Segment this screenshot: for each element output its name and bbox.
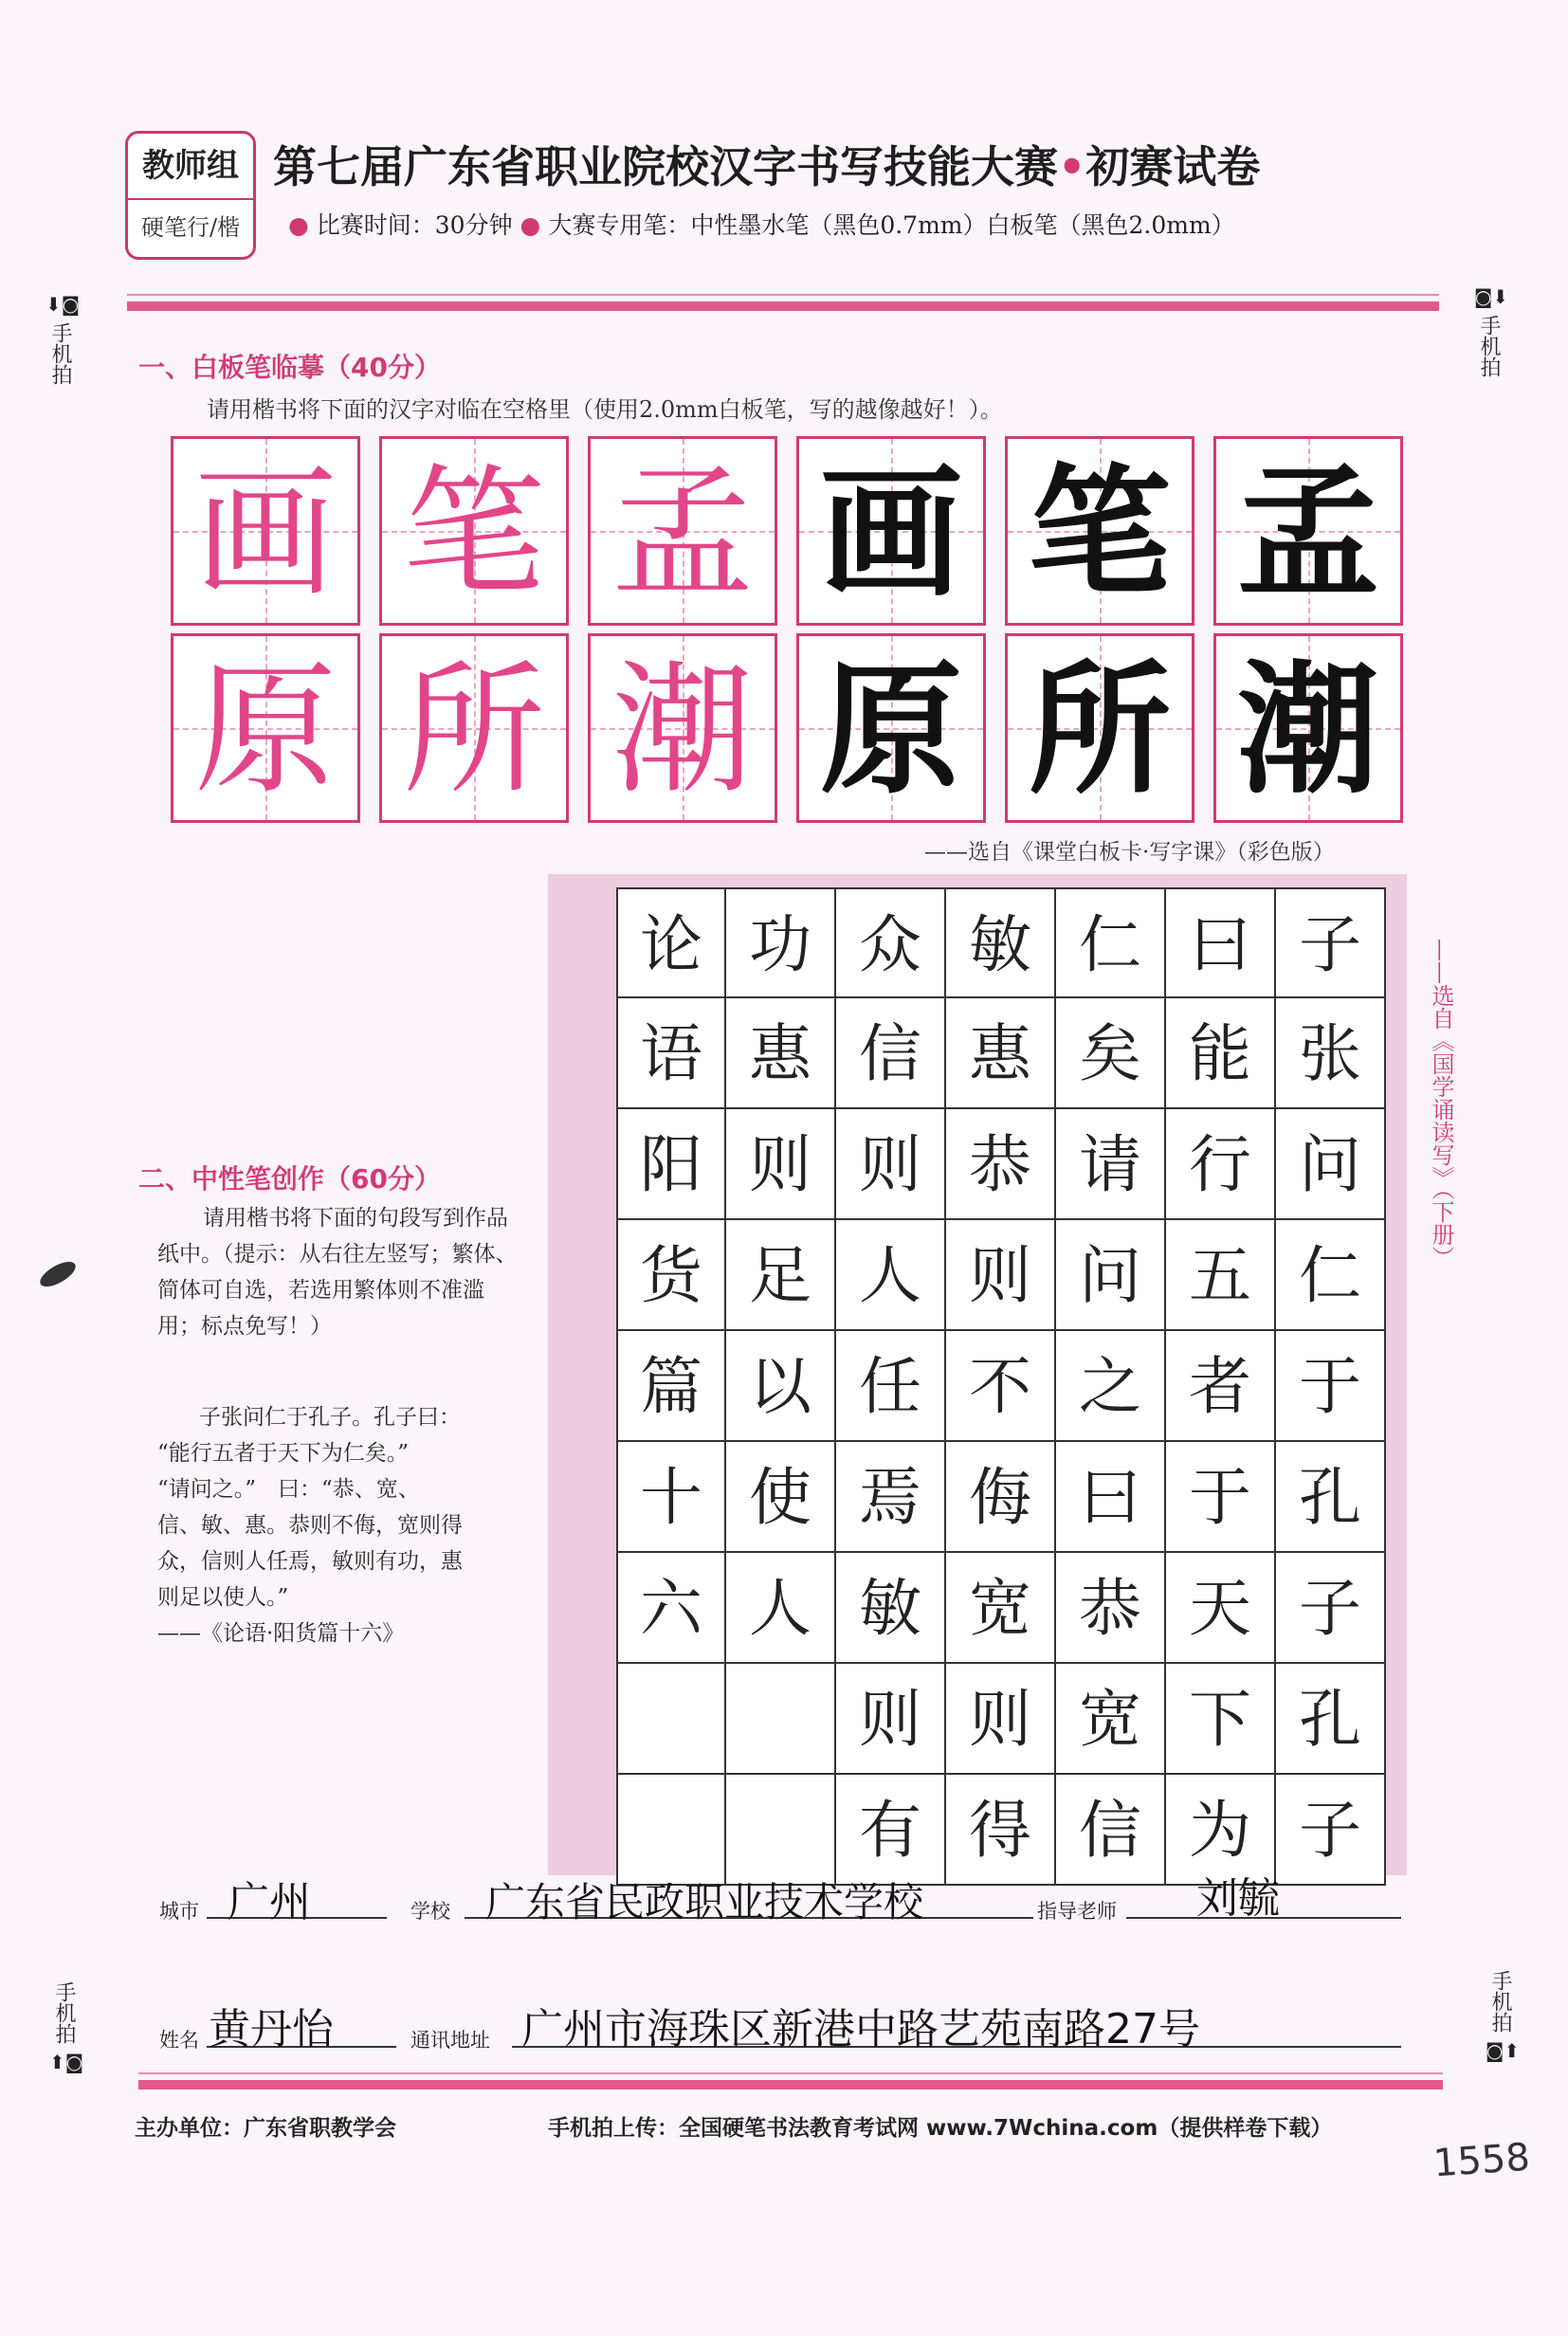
grid-cell: 有	[836, 1775, 946, 1886]
grid-cell: 之	[1056, 1331, 1166, 1442]
model-cell	[171, 436, 360, 626]
grid-cell: 得	[946, 1775, 1056, 1886]
grid-cell: 下	[1166, 1664, 1276, 1775]
name-label: 姓名	[159, 2029, 199, 2052]
camera-icon: ⬇◙	[46, 293, 81, 316]
section2-title: 二、中性笔创作（60分）	[138, 1163, 441, 1195]
grid-cell: 任	[836, 1331, 946, 1442]
side-tag-top-left	[46, 292, 81, 385]
passage-line: “能行五者于天下为仁矣。”	[157, 1441, 410, 1466]
time-info: 比赛时间：30分钟	[316, 211, 513, 239]
grid-cell: 惠	[726, 998, 836, 1109]
grid-cell: 敏	[836, 1553, 946, 1664]
passage-line: 信、敏、惠。恭则不侮，宽则得	[157, 1513, 463, 1538]
grid-cell: 货	[616, 1220, 726, 1331]
grid-cell: 语	[616, 998, 726, 1109]
upload-info: 手机拍上传：全国硬笔书法教育考试网 www.7Wchina.com（提供样卷下载）	[548, 2116, 1333, 2141]
bullet-icon: ●	[288, 211, 309, 239]
side-tag-text: 手机拍	[1477, 315, 1501, 377]
copy-cell	[1005, 436, 1194, 626]
section1-instruction: 请用楷书将下面的汉字对临在空格里（使用2.0mm白板笔，写的越像越好！）。	[207, 396, 1003, 423]
instruction-text: 请用楷书将下面的句段写到作品纸中。（提示：从右往左竖写；繁体、简体可自选，若选用繁体则不准滥用；标点免写！）	[157, 1206, 518, 1339]
passage-line: 则足以使人。”	[157, 1585, 289, 1610]
grid-cell: 能	[1166, 998, 1276, 1109]
address-field[interactable]: 广州市海珠区新港中路艺苑南路27号	[521, 2005, 1200, 2053]
handwritten-char: 画	[819, 451, 962, 616]
teacher-field[interactable]: 刘毓	[1196, 1874, 1280, 1923]
grid-cell: 仁	[1056, 887, 1166, 998]
model-cell	[171, 633, 360, 823]
grid-cell: 侮	[946, 1442, 1056, 1553]
side-tag-bottom-right	[1486, 1970, 1521, 2063]
grid-cell	[726, 1775, 836, 1886]
model-char: 潮	[611, 648, 754, 813]
copy-cell	[1213, 436, 1403, 626]
grid-cell: 阳	[616, 1109, 726, 1220]
section1-title: 一、白板笔临摹（40分）	[138, 352, 441, 383]
side-tag-text: 手机拍	[52, 1981, 76, 2044]
handwritten-char: 潮	[1236, 648, 1379, 813]
grid-cell: 十	[616, 1442, 726, 1553]
grid-cell: 则	[726, 1109, 836, 1220]
grid-cell: 使	[726, 1442, 836, 1553]
side-tag-top-right	[1474, 284, 1509, 377]
bullet-icon: ●	[520, 211, 541, 239]
grid-cell: 者	[1166, 1331, 1276, 1442]
grid-cell: 曰	[1056, 1442, 1166, 1553]
grid-cell: 天	[1166, 1553, 1276, 1664]
side-tag-bottom-left	[49, 1981, 84, 2074]
grid-cell: 则	[946, 1664, 1056, 1775]
city-field[interactable]: 广州	[228, 1878, 311, 1926]
model-char: 所	[402, 648, 545, 813]
grid-cell: 不	[946, 1331, 1056, 1442]
title-tail: 初赛试卷	[1085, 141, 1261, 192]
vertical-source-text: ——选自《国学诵读写》（下册）	[1428, 939, 1454, 1268]
grid-cell: 则	[946, 1220, 1056, 1331]
grid-cell: 则	[836, 1664, 946, 1775]
ink-mark	[36, 1257, 79, 1292]
section1-source: ——选自《课堂白板卡·写字课》（彩色版）	[924, 840, 1335, 865]
group-sub-label: 硬笔行/楷	[140, 214, 241, 241]
section2-source	[1422, 939, 1460, 1274]
title-dot: •	[1058, 141, 1086, 192]
model-cell	[588, 633, 777, 823]
grid-cell	[616, 1775, 726, 1886]
grid-cell: 功	[726, 887, 836, 998]
header-divider	[127, 301, 1439, 311]
model-char: 画	[193, 451, 337, 616]
grid-cell: 于	[1166, 1442, 1276, 1553]
copy-cell	[796, 436, 986, 626]
grid-cell: 问	[1276, 1109, 1386, 1220]
grid-cell: 请	[1056, 1109, 1166, 1220]
handwritten-char: 原	[819, 648, 962, 813]
school-label: 学校	[410, 1900, 450, 1923]
group-label: 教师组	[128, 134, 253, 200]
grid-cell: 论	[616, 887, 726, 998]
city-label: 城市	[159, 1900, 199, 1923]
grid-cell: 信	[836, 998, 946, 1109]
grid-cell: 为	[1166, 1775, 1276, 1886]
model-cell	[379, 633, 569, 823]
copy-cell	[1213, 633, 1403, 823]
handwritten-char: 笔	[1028, 451, 1171, 616]
pen-info: 大赛专用笔：中性墨水笔（黑色0.7mm）白板笔（黑色2.0mm）	[548, 211, 1235, 239]
grid-cell: 恭	[946, 1109, 1056, 1220]
passage-line: ——《论语·阳货篇十六》	[157, 1621, 405, 1646]
side-tag-text: 手机拍	[48, 322, 72, 385]
grid-cell: 惠	[946, 998, 1056, 1109]
grid-cell: 人	[726, 1553, 836, 1664]
grid-cell: 宽	[946, 1553, 1056, 1664]
page-number: 1558	[1431, 2135, 1532, 2186]
grid-cell: 人	[836, 1220, 946, 1331]
teacher-label: 指导老师	[1037, 1900, 1117, 1923]
grid-cell: 六	[616, 1553, 726, 1664]
grid-cell: 孔	[1276, 1664, 1386, 1775]
grid-cell: 恭	[1056, 1553, 1166, 1664]
grid-cell: 宽	[1056, 1664, 1166, 1775]
grid-cell	[616, 1664, 726, 1775]
grid-cell: 足	[726, 1220, 836, 1331]
camera-icon: ◙⬆	[1486, 2039, 1521, 2062]
passage-line: 子张问仁于孔子。孔子曰：	[199, 1405, 461, 1430]
grid-cell: 焉	[836, 1442, 946, 1553]
grid-cell: 张	[1276, 998, 1386, 1109]
passage-line: “请问之。” 曰：“恭、宽、	[157, 1477, 420, 1502]
grid-cell: 于	[1276, 1331, 1386, 1442]
handwritten-char: 所	[1028, 648, 1171, 813]
model-cell	[379, 436, 569, 626]
grid-cell: 子	[1276, 1775, 1386, 1886]
passage	[157, 1399, 537, 1652]
camera-icon: ⬆◙	[49, 2051, 84, 2073]
copy-cell	[796, 633, 986, 823]
title-main: 第七届广东省职业院校汉字书写技能大赛	[273, 141, 1058, 192]
grid-cell: 行	[1166, 1109, 1276, 1220]
exam-info	[288, 207, 1235, 241]
side-tag-text: 手机拍	[1488, 1970, 1512, 2033]
camera-icon: ◙⬇	[1474, 285, 1509, 308]
grid-cell: 子	[1276, 887, 1386, 998]
grid-cell: 以	[726, 1331, 836, 1442]
grid-cell: 敏	[946, 887, 1056, 998]
passage-line: 众，信则人任焉，敏则有功，惠	[157, 1549, 463, 1574]
model-cell	[588, 436, 777, 626]
organizer: 主办单位：广东省职教学会	[135, 2116, 396, 2141]
grid-cell: 曰	[1166, 887, 1276, 998]
address-label: 通讯地址	[410, 2029, 490, 2052]
grid-cell: 矣	[1056, 998, 1166, 1109]
model-char: 笔	[402, 451, 545, 616]
model-char: 原	[193, 648, 337, 813]
grid-cell: 问	[1056, 1220, 1166, 1331]
grid-cell: 则	[836, 1109, 946, 1220]
grid-cell: 信	[1056, 1775, 1166, 1886]
grid-cell: 孔	[1276, 1442, 1386, 1553]
grid-cell: 篇	[616, 1331, 726, 1442]
grid-cell	[726, 1664, 836, 1775]
grid-cell: 众	[836, 887, 946, 998]
grid-cell: 仁	[1276, 1220, 1386, 1331]
name-field[interactable]: 黄丹怡	[209, 2005, 334, 2053]
page-title	[273, 133, 1260, 195]
grid-cell: 子	[1276, 1553, 1386, 1664]
grid-cell: 五	[1166, 1220, 1276, 1331]
section2-instruction	[157, 1200, 527, 1344]
copy-cell	[1005, 633, 1194, 823]
footer-divider	[138, 2080, 1443, 2090]
model-char: 孟	[611, 451, 754, 616]
school-field[interactable]: 广东省民政职业技术学校	[485, 1879, 924, 1925]
handwritten-char: 孟	[1236, 451, 1379, 616]
group-badge	[125, 131, 256, 260]
